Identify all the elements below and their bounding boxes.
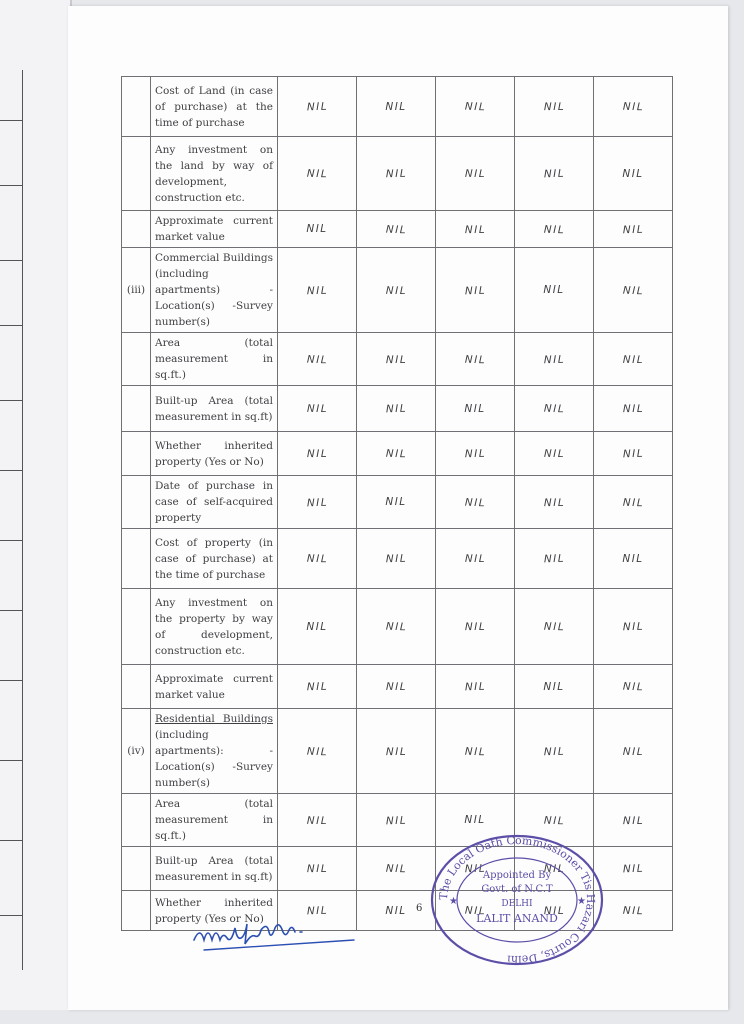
handwritten-value: NIL: [514, 846, 593, 891]
handwritten-value: NIL: [514, 527, 595, 589]
left-page-table-edge: [0, 70, 23, 970]
handwritten-value: NIL: [514, 588, 595, 666]
row-description: Cost of Land (in case of purchase) at the time of purchase: [151, 77, 278, 137]
handwritten-value: NIL: [277, 474, 358, 529]
handwritten-value: NIL: [593, 76, 673, 138]
handwritten-value: NIL: [278, 211, 357, 248]
handwritten-value: NIL: [514, 708, 595, 795]
table-row: [122, 476, 673, 529]
handwritten-value: NIL: [592, 246, 674, 333]
handwritten-value: NIL: [277, 75, 358, 137]
table-row: [122, 248, 673, 333]
row-number: (iii): [122, 248, 151, 333]
handwritten-value: NIL: [435, 708, 516, 795]
handwritten-value: NIL: [435, 528, 515, 589]
handwritten-value: NIL: [515, 665, 594, 709]
handwritten-value: NIL: [357, 77, 436, 137]
handwritten-value: NIL: [356, 664, 435, 709]
row-description: Whether inherited property (Yes or No): [151, 891, 278, 931]
handwritten-value: NIL: [514, 792, 595, 847]
handwritten-value: NIL: [277, 385, 356, 432]
row-description: Whether inherited property (Yes or No): [151, 432, 278, 476]
handwritten-value: NIL: [436, 386, 515, 432]
handwritten-value: NIL: [356, 431, 436, 477]
handwritten-value: NIL: [514, 431, 593, 476]
row-number: [122, 529, 151, 589]
row-number: [122, 847, 151, 891]
handwritten-value: NIL: [593, 793, 673, 847]
handwritten-value: NIL: [435, 332, 515, 387]
handwritten-value: NIL: [356, 528, 436, 590]
handwritten-value: NIL: [435, 846, 515, 892]
handwritten-value: NIL: [277, 889, 357, 931]
table-row: [122, 665, 673, 709]
handwritten-value: NIL: [357, 891, 436, 931]
handwritten-value: NIL: [593, 475, 673, 530]
handwritten-value: NIL: [277, 247, 358, 334]
handwritten-value: NIL: [356, 332, 436, 386]
row-number: [122, 476, 151, 529]
left-facing-page: [0, 0, 72, 1010]
handwritten-value: NIL: [513, 135, 594, 211]
table-row: [122, 211, 673, 248]
signature: [190, 918, 365, 958]
handwritten-value: NIL: [277, 793, 357, 847]
description-text: (including apartments): -Location(s) -Survey number(s): [155, 729, 273, 789]
stamp-line-4: LALIT ANAND: [476, 912, 558, 925]
handwritten-value: NIL: [278, 589, 357, 665]
row-description: [151, 709, 278, 794]
row-description: Built-up Area (total measurement in sq.ft): [151, 386, 278, 432]
row-number: [122, 211, 151, 248]
handwritten-value: NIL: [593, 890, 673, 932]
handwritten-value: NIL: [593, 708, 673, 794]
handwritten-value: NIL: [277, 528, 357, 590]
handwritten-value: NIL: [593, 845, 673, 891]
table-row: [122, 77, 673, 137]
handwritten-value: NIL: [514, 76, 594, 137]
handwritten-value: NIL: [355, 587, 436, 665]
handwritten-value: NIL: [356, 209, 436, 248]
handwritten-value: NIL: [356, 846, 436, 892]
stamp-ring-text: The Local Oath Commissioner Tis Hazari Courts, Delhi: [436, 833, 598, 967]
handwritten-value: NIL: [593, 430, 673, 476]
handwritten-value: NIL: [356, 247, 436, 333]
table-row: [122, 709, 673, 794]
row-description: Any investment on the property by way of development, construction etc.: [151, 589, 278, 665]
page-number: 6: [416, 903, 423, 914]
handwritten-value: NIL: [435, 75, 516, 137]
row-number: [122, 665, 151, 709]
row-number: [122, 794, 151, 847]
row-number: [122, 333, 151, 386]
row-number: [122, 77, 151, 137]
table-row: [122, 432, 673, 476]
stamp-line-2: Govt. of N.C.T: [481, 884, 553, 895]
handwritten-value: NIL: [593, 663, 673, 709]
handwritten-value: NIL: [593, 332, 673, 386]
handwritten-value: NIL: [356, 384, 436, 432]
handwritten-value: NIL: [435, 136, 515, 211]
row-number: [122, 432, 151, 476]
handwritten-value: NIL: [435, 431, 515, 477]
row-description: Date of purchase in case of self-acquired property: [151, 476, 278, 529]
assets-table: [121, 76, 673, 931]
handwritten-value: NIL: [514, 332, 594, 387]
handwritten-value: NIL: [356, 792, 437, 847]
stamp-star-left-icon: ★: [449, 896, 458, 907]
row-description: Cost of property (in case of purchase) at the time of purchase: [151, 529, 278, 589]
stamp-star-right-icon: ★: [577, 896, 586, 907]
row-number: (iv): [122, 709, 151, 794]
table-row: [122, 333, 673, 386]
row-description: Approximate current market value: [151, 665, 278, 709]
row-description: Approximate current market value: [151, 211, 278, 248]
handwritten-value: NIL: [514, 210, 594, 249]
row-number: [122, 891, 151, 931]
handwritten-value: NIL: [277, 331, 358, 386]
row-description: Any investment on the land by way of development, construction etc.: [151, 137, 278, 211]
row-description: Area (total measurement in sq.ft.): [151, 794, 278, 847]
row-number: [122, 589, 151, 665]
handwritten-value: NIL: [435, 889, 515, 931]
stamp-line-3: DELHI: [501, 899, 533, 909]
table-row: [122, 589, 673, 665]
handwritten-value: NIL: [277, 431, 356, 476]
table-row: [122, 529, 673, 589]
handwritten-value: NIL: [594, 137, 673, 211]
table-row: [122, 386, 673, 432]
handwritten-value: NIL: [594, 529, 673, 589]
handwritten-value: NIL: [593, 588, 674, 666]
handwritten-value: NIL: [435, 663, 515, 709]
handwritten-value: NIL: [435, 210, 514, 248]
handwritten-value: NIL: [514, 890, 593, 931]
row-description: Commercial Buildings (including apartments) -Location(s) -Survey number(s): [151, 248, 278, 333]
row-description: Built-up Area (total measurement in sq.ft): [151, 847, 278, 891]
handwritten-value: NIL: [514, 475, 594, 529]
handwritten-value: NIL: [593, 385, 672, 432]
handwritten-value: NIL: [356, 136, 437, 212]
handwritten-value: NIL: [356, 708, 436, 794]
handwritten-value: NIL: [435, 474, 516, 529]
handwritten-value: NIL: [357, 476, 436, 529]
row-description: Area (total measurement in sq.ft.): [151, 333, 278, 386]
handwritten-value: NIL: [515, 248, 594, 333]
handwritten-value: NIL: [277, 664, 357, 710]
oath-commissioner-stamp: [425, 830, 610, 974]
handwritten-value: NIL: [434, 246, 516, 333]
handwritten-value: NIL: [514, 384, 594, 432]
table-row: [122, 137, 673, 211]
handwritten-value: NIL: [277, 136, 358, 212]
section-heading: Residential Buildings: [155, 713, 273, 725]
handwritten-value: NIL: [436, 794, 515, 847]
handwritten-value: NIL: [277, 846, 356, 891]
stamp-line-1: Appointed By: [482, 870, 552, 881]
handwritten-value: NIL: [276, 707, 358, 794]
row-number: [122, 386, 151, 432]
handwritten-value: NIL: [593, 210, 673, 249]
row-number: [122, 137, 151, 211]
handwritten-value: NIL: [435, 588, 515, 665]
